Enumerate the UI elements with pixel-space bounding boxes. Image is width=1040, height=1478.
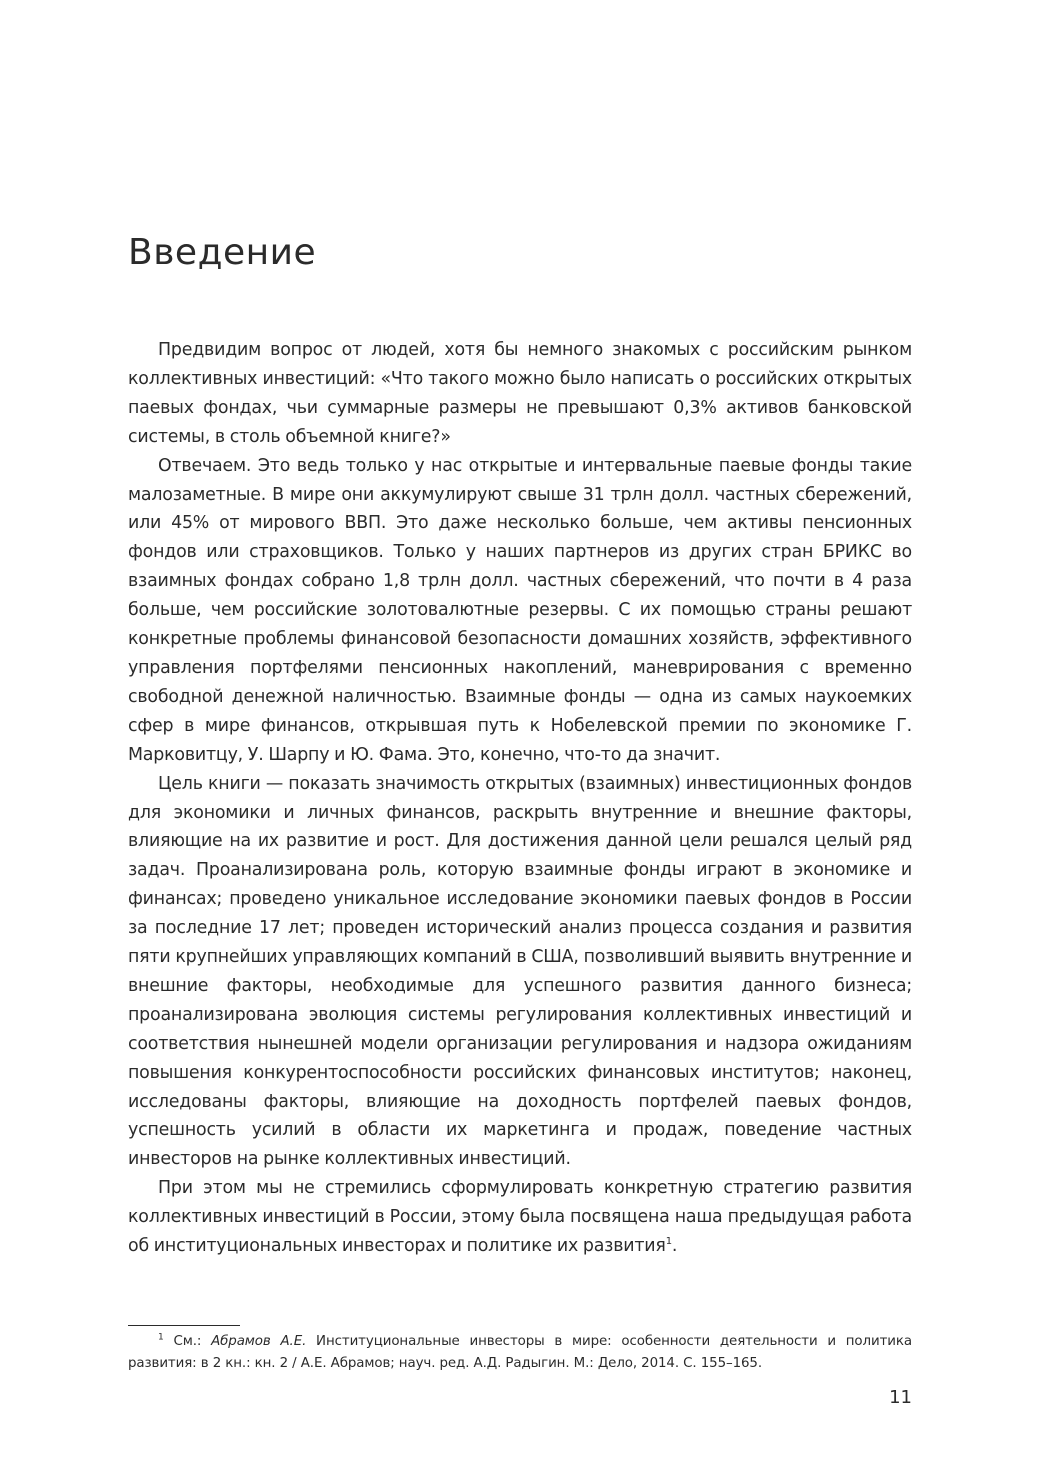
paragraph-text: При этом мы не стремились сформулировать конкретную стратегию развития коллективных инвестиций в России, этому была посвящена наша предыдущая работа об институциональных инвесторах и политике их развития [128,1178,912,1257]
footnote-prefix: См.: [163,1334,212,1349]
paragraph-4 [128,1174,912,1261]
footnote-author: Абрамов А.Е. [211,1334,307,1349]
paragraph-3 [128,770,912,1175]
paragraph-trailing: . [671,1236,678,1257]
paragraph-text: Цель книги — показать значимость открытых (взаимных) инвестиционных фондов для экономики и личных финансов, раскрыть внутренние и внешние факторы, влияющие на их развитие и рост. Для достижения данной цели решался целый ряд задач. Проанализирована роль, которую взаимные фонды играют в экономике и финансах; проведено уникальное исследование экономики паевых фондов в России за последние 17 лет; проведен исторический анализ процесса создания и развития пяти крупнейших управляющих компаний в США, позволивший выявить внутренние и внешние факторы, необходимые для успешного развития данного бизнеса; проанализирована эволюция системы регулирования коллективных инвестиций и соответствия нынешней модели организации регулирования и надзора ожиданиям повышения конкурентоспособности российских финансовых институтов; наконец, исследованы факторы, влияющие на доходность портфелей паевых фондов, успешность усилий в области их маркетинга и продаж, поведение частных инвесторов на рынке коллективных инвестиций. [128,773,912,1170]
body-text [128,336,912,1261]
footnote-divider [128,1325,240,1326]
paragraph-1 [128,336,912,452]
paragraph-text: Отвечаем. Это ведь только у нас открытые и интервальные паевые фонды такие малозаметные. В мире они аккумулируют свыше 31 трлн долл. частных сбережений, или 45% от мирового ВВП. Это даже несколько больше, чем активы пенсионных фондов или страховщиков. Только у наших партнеров из других стран БРИКС во взаимных фондах собрано 1,8 трлн долл. частных сбережений, что почти в 4 раза больше, чем российские золотовалютные резервы. С их помощью страны решают конкретные проблемы финансовой безопасности домашних хозяйств, эффективного управления портфелями пенсионных накоплений, маневрирования с временно свободной денежной наличностью. Взаимные фонды — одна из самых наукоемких сфер в мире финансов, открывшая путь к Нобелевской премии по экономике Г. Марковитцу, У. Шарпу и Ю. Фама. Это, конечно, что-то да значит. [128,455,912,765]
footnote-text: Институциональные инвесторы в мире: особенности деятельности и политика развития: в 2 кн.: кн. 2 / А.Е. Абрамов; науч. ред. А.Д. Радыгин. М.: Дело, 2014. С. 155–165. [128,1334,912,1371]
footnote [128,1331,912,1375]
chapter-title: Введение [128,232,317,273]
paragraph-text: Предвидим вопрос от людей, хотя бы немного знакомых с российским рынком коллективных инвестиций: «Что такого можно было написать о российских открытых паевых фондах, чьи суммарные размеры не превышают 0,3% активов банковской системы, в столь объемной книге?» [128,340,912,447]
footnote-mark: 1 [158,1332,164,1343]
footnote-reference[interactable]: 1 [665,1236,672,1248]
paragraph-2 [128,452,912,770]
page-number: 11 [889,1387,912,1408]
